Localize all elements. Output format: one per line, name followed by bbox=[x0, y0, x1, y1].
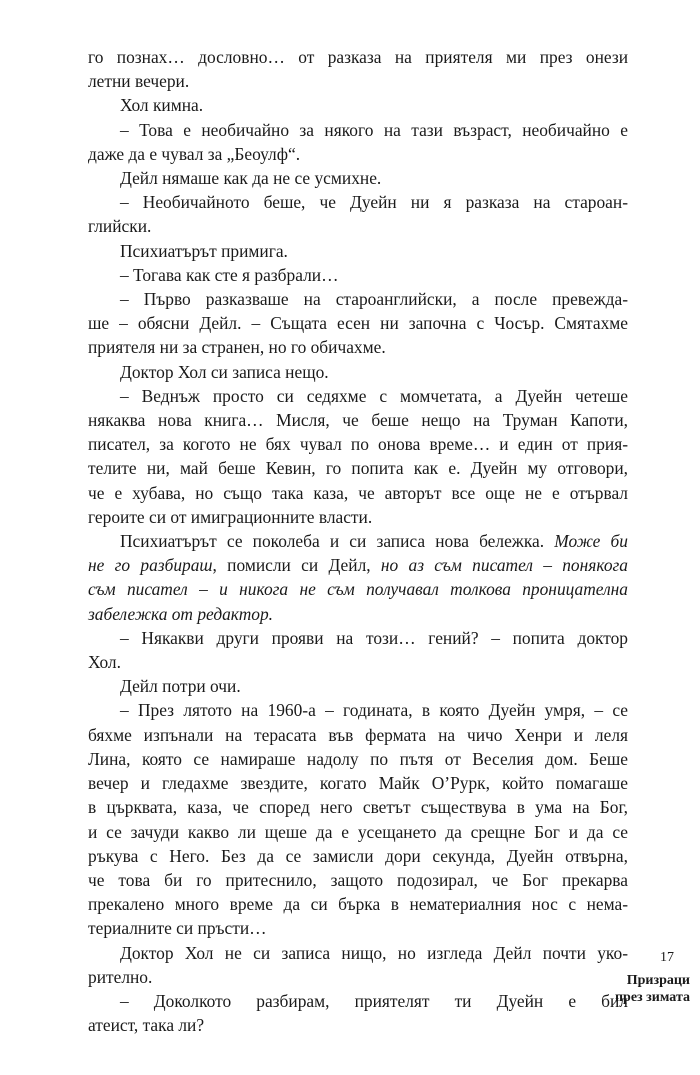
italic-phrase: не го разбираш bbox=[88, 555, 213, 576]
text-line: ше – обясни Дейл. – Същата есен ни започна с Чосър. Смятахме bbox=[88, 313, 628, 334]
text-line: глийски. bbox=[88, 216, 152, 237]
text-line: – Някакви други прояви на този… гений? – попита доктор bbox=[120, 627, 628, 648]
text-line: – Тогава как сте я разбрали… bbox=[120, 264, 339, 285]
running-title-line: Призраци bbox=[626, 973, 690, 988]
text-line: телите ни, май беше Кевин, го попита как е. Дуейн му отговори, bbox=[88, 458, 628, 479]
running-title bbox=[590, 972, 690, 1006]
text-line: – Първо разказваше на староанглийски, а после превежда- bbox=[120, 289, 628, 310]
text-line: рително. bbox=[88, 966, 153, 987]
page-number: 17 bbox=[660, 950, 674, 965]
text-line bbox=[88, 553, 628, 577]
text-line: Хол кимна. bbox=[120, 95, 204, 116]
text-line: Дейл потри очи. bbox=[120, 676, 241, 697]
italic-phrase: забележка от редактор. bbox=[88, 603, 274, 624]
text-line: Доктор Хол си записа нещо. bbox=[120, 361, 329, 382]
text-line: Хол. bbox=[88, 652, 121, 673]
italic-phrase: Може би bbox=[554, 531, 628, 552]
text-line: – Веднъж просто си седяхме с момчетата, а Дуейн четеше bbox=[120, 385, 628, 406]
text-line: и се зачуди какво ли щеше да е усещането да срещне Бог и да се bbox=[88, 821, 628, 842]
text-line: прекалено много време да си бърка в нематериалния нос с нема- bbox=[88, 894, 628, 915]
text-line: – Доколкото разбирам, приятелят ти Дуейн е бил bbox=[120, 990, 628, 1011]
text-line bbox=[88, 577, 628, 601]
text-line: даже да е чувал за „Беоулф“. bbox=[88, 143, 301, 164]
text-line: ръкува с Него. Без да се замисли дори секунда, Дуейн отвърна, bbox=[88, 845, 628, 866]
text-line-part: , помисли си Дейл, bbox=[212, 555, 371, 576]
text-line: че е хубава, но също така каза, че авторът все още не е отървал bbox=[88, 482, 628, 503]
text-line: Дейл нямаше как да не се усмихне. bbox=[120, 168, 382, 189]
body-text bbox=[88, 45, 628, 1037]
text-line: вечер и гледахме звездите, когато Майк О’Рурк, който помагаше bbox=[88, 773, 628, 794]
text-line: героите си от имиграционните власти. bbox=[88, 506, 373, 527]
text-line: някаква нова книга… Мисля, че беше нещо на Труман Капоти, bbox=[88, 410, 628, 431]
text-line: Лина, която се намираше надолу по пътя от Веселия дом. Беше bbox=[88, 748, 628, 769]
text-line: летни вечери. bbox=[88, 71, 190, 92]
text-line: писател, за когото не бях чувал по онова време… и един от прия- bbox=[88, 434, 628, 455]
text-line: приятеля ни за странен, но го обичахме. bbox=[88, 337, 386, 358]
text-line bbox=[88, 529, 628, 553]
text-line: – Необичайното беше, че Дуейн ни я разказа на староан- bbox=[120, 192, 628, 213]
text-line: го познах… дословно… от разказа на приятеля ми през онези bbox=[88, 47, 628, 67]
text-line: – През лятото на 1960-а – годината, в която Дуейн умря, – се bbox=[120, 700, 628, 721]
text-line: – Това е необичайно за някого на тази възраст, необичайно е bbox=[120, 119, 628, 140]
italic-phrase: съм писател – и никога не съм получавал толкова проницателна bbox=[88, 579, 628, 600]
italic-phrase: но аз съм писател – понякога bbox=[380, 555, 628, 576]
text-line: Психиатърът примига. bbox=[120, 240, 288, 261]
text-line: териалните си пръсти… bbox=[88, 918, 267, 939]
text-line: в църквата, каза, че според него светът съществува в ума на Бог, bbox=[88, 797, 628, 818]
text-line bbox=[88, 602, 628, 626]
running-title-line: през зимата bbox=[614, 990, 690, 1005]
text-line: Доктор Хол не си записа нищо, но изгледа Дейл почти уко- bbox=[120, 942, 628, 963]
text-line: атеист, така ли? bbox=[88, 1015, 205, 1036]
text-line-part: Психиатърът се поколеба и си записа нова бележка. bbox=[120, 531, 545, 552]
text-line: че това би го притеснило, защото подозирал, че Бог прекарва bbox=[88, 869, 628, 890]
text-line: бяхме изпънали на терасата във фермата на чичо Хенри и леля bbox=[88, 724, 628, 745]
